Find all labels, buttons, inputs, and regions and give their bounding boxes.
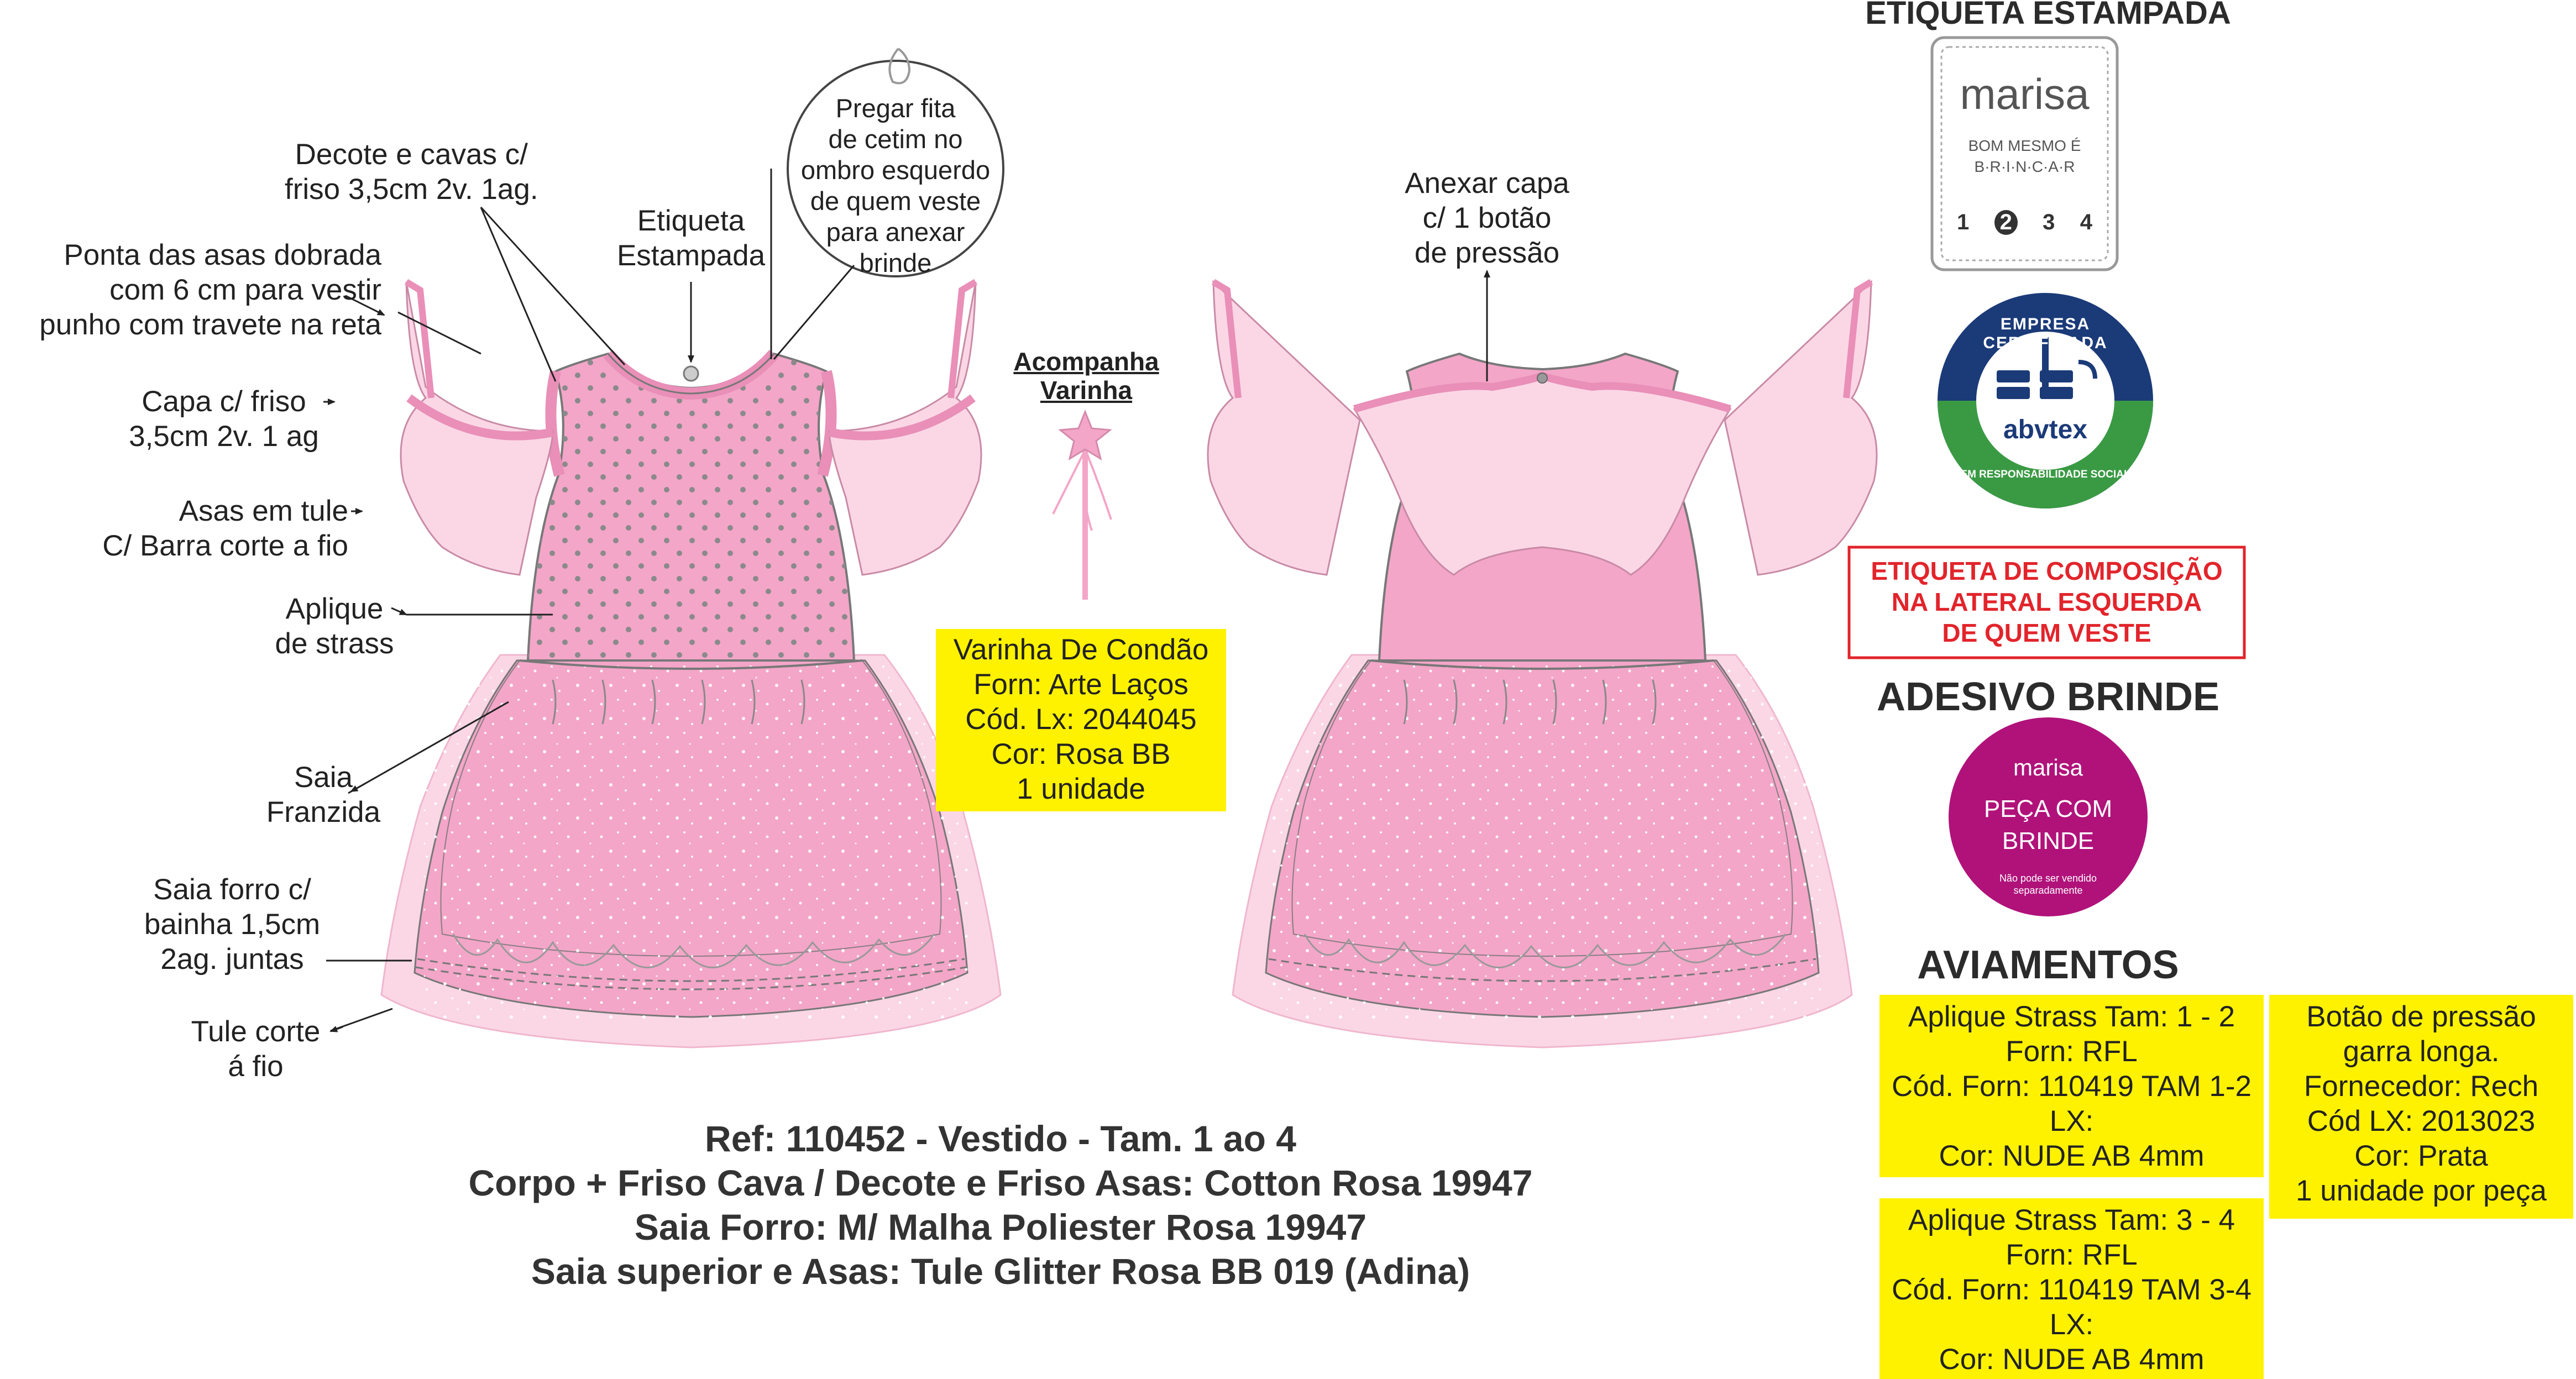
label-size-row [1957,210,2092,235]
label-etiqueta-estampada: Etiqueta Estampada [616,205,766,272]
box-aplique-strass-3-4: Aplique Strass Tam: 3 - 4 Forn: RFL Cód. Forn: 110419 TAM 3-4 LX: Cor: NUDE AB 4mm [1879,1198,2264,1379]
seal-bottom-text: EM RESPONSABILIDADE SOCIAL [1960,469,2130,480]
label-aplique-strass: Aplique de strass [275,593,394,660]
wand-info-box: Varinha De Condão Forn: Arte Laços Cód. Lx: 2044045 Cor: Rosa BB 1 unidade [936,629,1226,811]
spec-saia-forro: Saia Forro: M/ Malha Poliester Rosa 19947 [634,1207,1367,1247]
spec-saia-superior: Saia superior e Asas: Tule Glitter Rosa BB 019 (Adina) [531,1251,1470,1292]
sticker-brand: marisa [2013,754,2083,780]
front-dress-drawing [381,282,1001,1047]
spec-ref: Ref: 110452 - Vestido - Tam. 1 ao 4 [705,1118,1296,1159]
seal-top-text: EMPRESA CERTIFICADA [1983,315,2108,352]
label-size: 1 [1957,210,1970,234]
label-saia-franzida: Saia Franzida [266,761,381,829]
box-botao-pressao: Botão de pressão garra longa. Fornecedor: Rech Cód LX: 2013023 Cor: Prata 1 unidade por peça [2269,995,2573,1219]
aviamentos-title: AVIAMENTOS [1917,943,2179,987]
label-pregar-fita: Pregar fita de cetim no ombro esquerdo de quem veste para anexar brinde [800,93,991,277]
spec-corpo: Corpo + Friso Cava / Decote e Friso Asas: Cotton Rosa 19947 [468,1162,1533,1203]
label-tule-corte: Tule corte á fio [191,1015,321,1083]
label-size: 3 [2043,210,2055,234]
etiqueta-estampada-title: ETIQUETA ESTAMPADA [1865,0,2231,31]
label-slogan: BOM MESMO É B·R·I·N·C·A·R [1968,137,2081,175]
spec-block [354,1116,1647,1293]
label-decote-cavas: Decote e cavas c/ friso 3,5cm 2v. 1ag. [285,138,538,206]
label-brand: marisa [1960,70,2090,118]
label-size: 4 [2080,210,2092,234]
label-size-selected: 2 [1994,210,2018,235]
wand-drawing [1053,412,1111,600]
composicao-text: ETIQUETA DE COMPOSIÇÃO NA LATERAL ESQUERDA DE QUEM VESTE [1871,557,2223,647]
back-dress-drawing [1208,282,1877,1047]
label-capa-friso: Capa c/ friso 3,5cm 2v. 1 ag [129,385,319,453]
box-aplique-strass-1-2: Aplique Strass Tam: 1 - 2 Forn: RFL Cód. Forn: 110419 TAM 1-2 LX: Cor: NUDE AB 4mm [1879,995,2264,1177]
wand-heading: Acompanha Varinha [1013,347,1159,405]
sticker-text: PEÇA COM BRINDE [1983,795,2113,854]
sticker-note: Não pode ser vendido separadamente [1999,873,2097,896]
seal-brand: abvtex [2003,415,2088,444]
label-asas-tule: Asas em tule C/ Barra corte a fio [102,495,348,562]
adesivo-brinde-title: ADESIVO BRINDE [1876,675,2220,719]
label-anexar-capa: Anexar capa c/ 1 botão de pressão [1405,167,1569,269]
label-ponta-asas: Ponta das asas dobrada com 6 cm para vestir punho com travete na reta [39,239,381,341]
label-saia-forro: Saia forro c/ bainha 1,5cm 2ag. juntas [144,873,321,976]
